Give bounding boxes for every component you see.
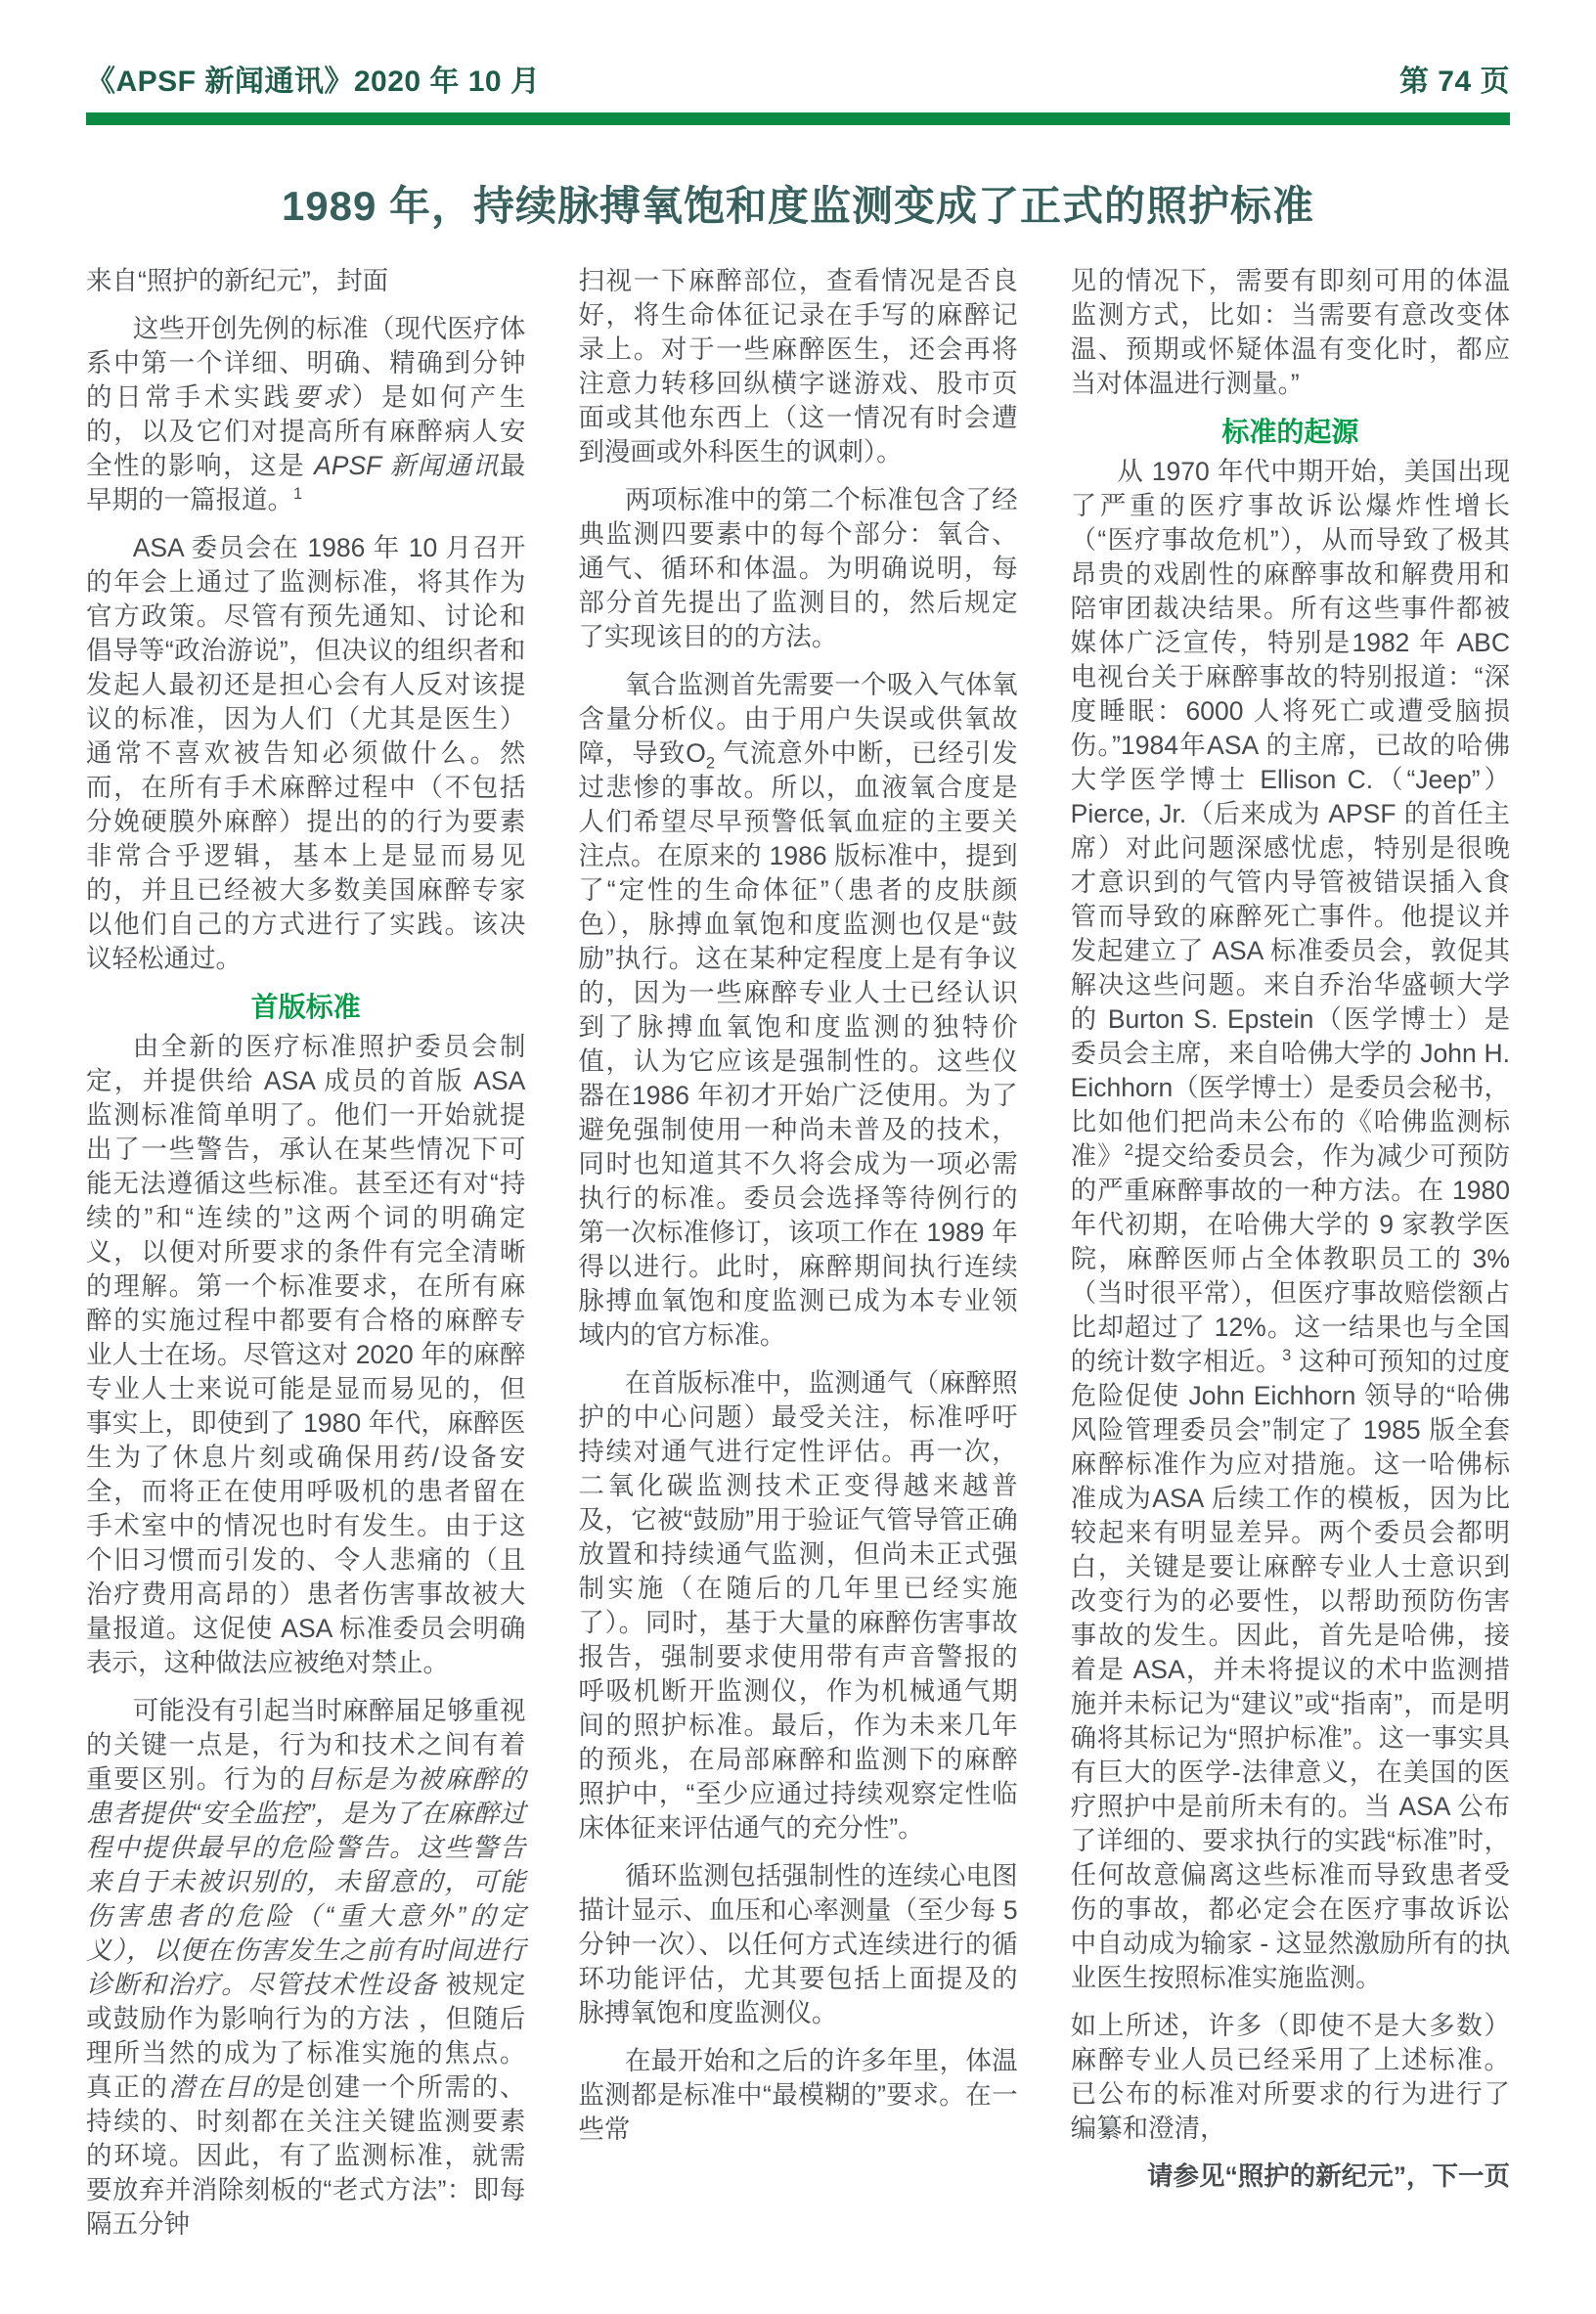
paragraph	[1071, 2009, 1510, 2146]
text-run: 是创建一个所需的、持续的、时刻都在关注关键监测要素的环境。因此，有了监测标准，就需要放弃并消除刻板的“老式方法”：即每隔五分钟	[86, 2072, 526, 2239]
text-run: 在首版标准中，监测通气（麻醉照护的中心问题）最受关注，标准呼吁持续对通气进行定性评估。再一次，二氧化碳监测技术正变得越来越普及，它被“鼓励”用于验证气管导管正确放置和持续通气监测，但尚未正式强制实施（在随后的几年里已经实施了）。同时，基于大量的麻醉伤害事故报告，强制要求使用带有声音警报的呼吸机断开监测仪，作为机械通气期间的照护标准。最后，作为未来几年的预兆，在局部麻醉和监测下的麻醉照护中，“至少应通过持续观察定性临床体征来评估通气的充分性”。	[578, 1368, 1018, 1843]
paragraph	[578, 668, 1017, 1353]
text-run: ）是如何产生的，以及它们对提高所有麻醉病人安全性的影响，这是	[86, 382, 526, 480]
text-run: APSF 新闻通讯	[314, 451, 500, 480]
text-run: 来自“照护的新纪元”，封面	[86, 266, 389, 295]
column-2	[578, 264, 1017, 2255]
text-run: 可能没有引起当时麻醉届足够重视的关键一点是，行为和技术之间有着重要区别。行为的	[86, 1696, 526, 1794]
text-run: 潜在目的	[168, 2072, 280, 2102]
text-run: 气流意外中断，已经引发过悲惨的事故。所以，血液氧合度是人们希望尽早预警低氧血症的主要关注点。在原来的 1986 版标准中，提到了“定性的生命体征”（患者的皮肤颜色），脉搏血氧饱和度监测也仅是“鼓励”执行。这在某种定程度上是有争议的，因为一些麻醉专业人士已经认识到了脉搏血氧饱和度监测的独特价值，认为它应该是强制性的。这些仪器在1986 年初才开始广泛使用。为了避免强制使用一种尚未普及的技术，同时也知道其不久将会成为一项必需执行的标准。委员会选择等待例行的第一次标准修订，该项工作在 1989 年得以进行。此时，麻醉期间执行连续脉搏血氧饱和度监测已成为本专业领域内的官方标准。	[578, 738, 1018, 1350]
text-run: 请参见“照护的新纪元”，下一页	[1146, 2161, 1510, 2191]
column-1	[86, 264, 525, 2255]
paragraph	[1071, 455, 1510, 1995]
text-run: 要求	[292, 382, 352, 412]
text-run: 目标是为被麻醉的患者提供“安全监控”，是为了在麻醉过程中提供最早的危险警告。这些警告来自于未被识别的，未留意的，可能伤害患者的危险（“重大意外”的定义），以便在伤害发生之前有时间进行诊断和治疗。尽管技术性设备	[86, 1764, 526, 1999]
text-run: 从 1970 年代中期开始，美国出现了严重的医疗事故诉讼爆炸性增长（“医疗事故危机”），从而导致了极其昂贵的戏剧性的麻醉事故和解费用和陪审团裁决结果。所有这些事件都被媒体广泛宣传，特别是1982 年 ABC 电视台关于麻醉事故的特别报道：“深度睡眠：6000 人将死亡或遭受脑损伤。”1984年ASA 的主席，已故的哈佛大学医学博士 Ellison C.（“Jeep”）Pierce, Jr.（后来成为 APSF 的首任主席）对此问题深感忧虑，特别是很晚才意识到的气管内导管被错误插入食管而导致的麻醉死亡事件。他提议并发起建立了 ASA 标准委员会，敦促其解决这些问题。来自乔治华盛顿大学的 Burton S. Epstein（医学博士）是委员会主席，来自哈佛大学的 John H. Eichhorn（医学博士）是委员会秘书，比如他们把尚未公布的《哈佛监测标准》	[1070, 457, 1510, 1171]
paragraph	[86, 312, 525, 517]
text-run: 在最开始和之后的许多年里，体温监测都是标准中“最模糊的”要求。在一些常	[578, 2046, 1018, 2144]
text-run: 两项标准中的第二个标准包含了经典监测四要素中的每个部分：氧合、通气、循环和体温。为明确说明，每部分首先提出了监测目的，然后规定了实现该目的的方法。	[578, 485, 1018, 651]
newsletter-masthead: 《APSF 新闻通讯》2020 年 10 月	[86, 66, 541, 98]
footnote-marker: 3	[1282, 1347, 1292, 1365]
paragraph	[86, 1030, 525, 1680]
text-run: ASA 委员会在 1986 年 10 月召开的年会上通过了监测标准，将其作为官方政策。尽管有预先通知、讨论和倡导等“政治游说”，但决议的组织者和发起人最初还是担心会有人反对该提议的标准，因为人们（尤其是医生）通常不喜欢被告知必须做什么。然而，在所有手术麻醉过程中（不包括分娩硬膜外麻醉）提出的的行为要素非常合乎逻辑，基本上是显而易见的，并且已经被大多数美国麻醉专家以他们自己的方式进行了实践。该决议轻松通过。	[86, 533, 526, 973]
text-run: 这些开创先例的标准（现代医疗体系中第一个详细、明确、精确到分钟的日常手术实践	[86, 314, 526, 412]
text-run: 这种可预知的过度危险促使 John Eichhorn 领导的“哈佛风险管理委员会”制定了 1985 版全套麻醉标准作为应对措施。这一哈佛标准成为ASA 后续工作的模板，因为比较起来有明显差异。两个委员会都明白，关键是要让麻醉专业人士意识到改变行为的必要性，以帮助预防伤害事故的发生。因此，首先是哈佛，接着是 ASA，并未将提议的术中监测措施并未标记为“建议”或“指南”，而是明确将其标记为“照护标准”。这一事实具有巨大的医学-法律意义，在美国的医疗照护中是前所未有的。当 ASA 公布了详细的、要求执行的实践“标准”时，任何故意偏离这些标准而导致患者受伤的事故，都必定会在医疗事故诉讼中自动成为输家 - 这显然激励所有的执业医生按照标准实施监测。	[1070, 1347, 1510, 1992]
paragraph	[1071, 264, 1510, 401]
header-rule	[86, 112, 1510, 125]
article-title: 1989 年，持续脉搏氧饱和度监测变成了正式的照护标准	[281, 183, 1315, 229]
paragraph	[578, 2044, 1017, 2147]
paragraph	[578, 1366, 1017, 1846]
page-header	[86, 57, 1510, 100]
text-run: 见的情况下，需要有即刻可用的体温监测方式，比如：当需要有意改变体温、预期或怀疑体温有变化时，都应当对体温进行测量。”	[1070, 266, 1510, 398]
text-run: 如上所述，许多（即使不是大多数）麻醉专业人员已经采用了上述标准。已公布的标准对所要求的行为进行了编纂和澄清，	[1070, 2011, 1510, 2143]
paragraph	[578, 264, 1017, 469]
footnote-marker: 1	[293, 485, 303, 504]
paragraph	[86, 1694, 525, 2242]
text-run: 由全新的医疗标准照护委员会制定，并提供给 ASA 成员的首版 ASA 监测标准简单明了。他们一开始就提出了一些警告，承认在某些情况下可能无法遵循这些标准。甚至还有对“持续的”和“连续的”这两个词的明确定义，以便对所要求的条件有完全清晰的理解。第一个标准要求，在所有麻醉的实施过程中都要有合格的麻醉专业人士在场。尽管这对 2020 年的麻醉专业人士来说可能是显而易见的，但事实上，即使到了 1980 年代，麻醉医生为了休息片刻或确保用药/设备安全，而将正在使用呼吸机的患者留在手术室中的情况也时有发生。由于这个旧习惯而引发的、令人悲痛的（且治疗费用高昂的）患者伤害事故被大量报道。这促使 ASA 标准委员会明确表示，这种做法应被绝对禁止。	[86, 1032, 526, 1677]
section-heading-origin-of-standards: 标准的起源	[1221, 417, 1359, 447]
text-run: 被规定或鼓励作为影响行为的方法 ，但随后理所当然的成为了标准实施的焦点。真正的	[86, 1970, 526, 2102]
footnote-marker: 2	[1124, 1141, 1133, 1160]
continuation-note	[1071, 2159, 1510, 2194]
article-columns	[86, 264, 1510, 2255]
paragraph	[86, 531, 525, 976]
page-number: 第 74 页	[1398, 66, 1510, 98]
paragraph	[578, 1859, 1017, 2030]
subscript-text: 2	[705, 754, 715, 773]
text-run: 氧合监测首先需要一个吸入气体氧含量分析仪。由于用户失误或供氧故障，导致O	[578, 670, 1018, 768]
paragraph	[578, 483, 1017, 654]
section-heading-first-standards: 首版标准	[250, 992, 361, 1022]
text-run: 循环监测包括强制性的连续心电图描计显示、血压和心率测量（至少每 5 分钟一次）、以任何方式连续进行的循环功能评估，尤其要包括上面提及的脉搏氧饱和度监测仪。	[578, 1861, 1018, 2027]
text-run: 最早期的一篇报道。	[86, 451, 526, 514]
text-run: 提交给委员会，作为减少可预防的严重麻醉事故的一种方法。在 1980 年代初期，在哈佛大学的 9 家教学医院，麻醉医师占全体教职员工的 3%（当时很平常），但医疗事故赔偿额占比却超过了 12%。这一结果也与全国的统计数字相近。	[1070, 1141, 1510, 1376]
text-run: 扫视一下麻醉部位，查看情况是否良好，将生命体征记录在手写的麻醉记录上。对于一些麻醉医生，还会再将注意力转移回纵横字谜游戏、股市页面或其他东西上（这一情况有时会遭到漫画或外科医生的讽刺）。	[578, 266, 1018, 467]
column-3	[1071, 264, 1510, 2255]
article-lede	[86, 264, 525, 298]
